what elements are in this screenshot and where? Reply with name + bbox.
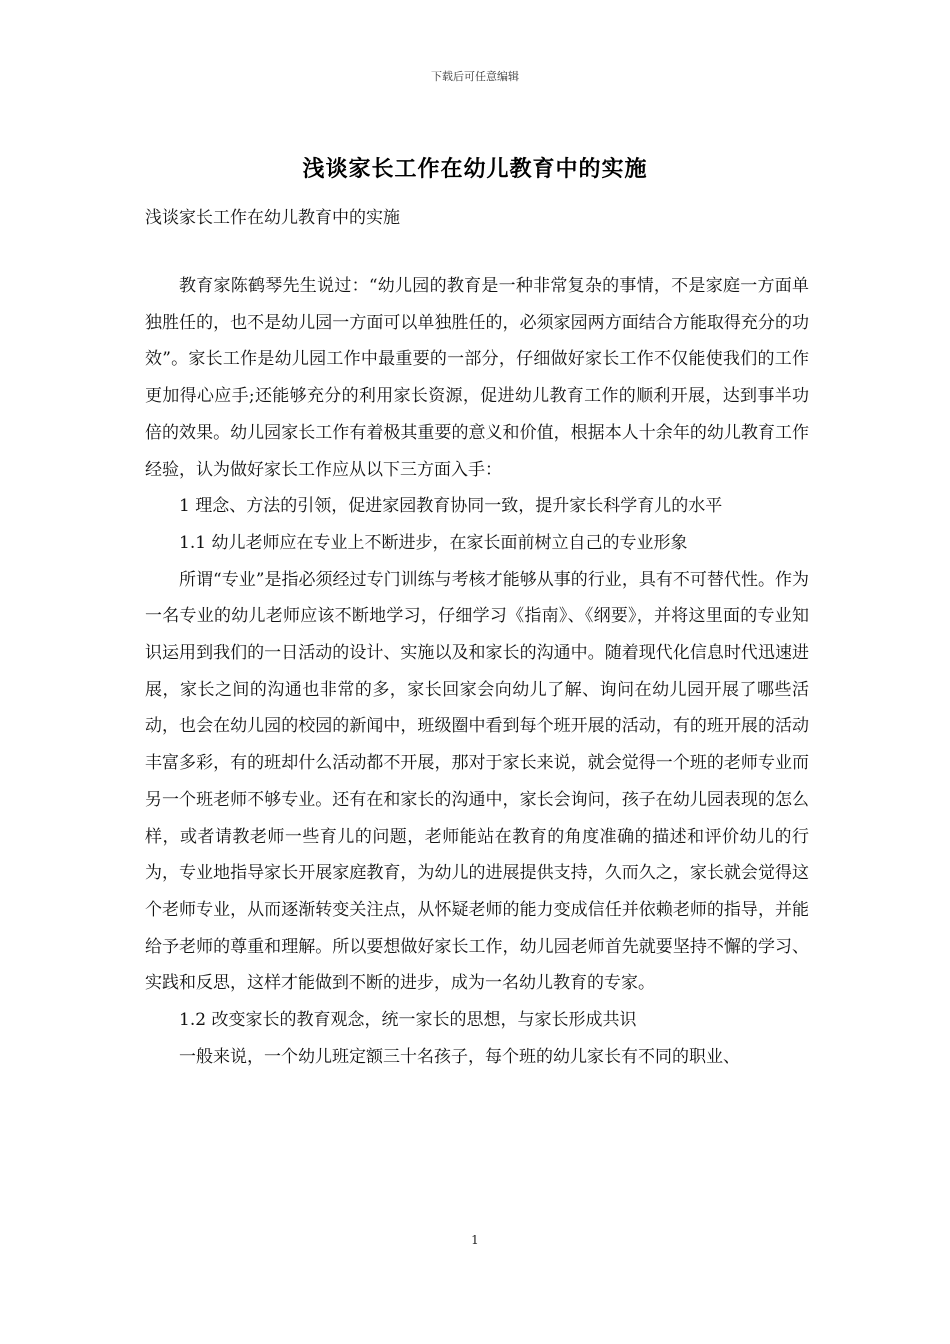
page-header: 下载后可任意编辑	[431, 70, 519, 83]
page-number: 1	[471, 1233, 479, 1247]
body-paragraph: 所谓“专业”是指必须经过专门训练与考核才能够从事的行业，具有不可替代性。作为一名专业的幼儿老师应该不断地学习，仔细学习《指南》、《纲要》，并将这里面的专业知识运用到我们的一日活动的设计、实施以及和家长的沟通中。随着现代化信息时代迅速进展，家长之间的沟通也非常的多，家长回家会向幼儿了解、询问在幼儿园开展了哪些活动，也会在幼儿园的校园的新闻中，班级圈中看到每个班开展的活动，有的班开展的活动丰富多彩，有的班却什么活动都不开展，那对于家长来说，就会觉得一个班的老师专业而另一个班老师不够专业。还有在和家长的沟通中，家长会询问，孩子在幼儿园表现的怎么样，或者请教老师一些育儿的问题，老师能站在教育的角度准确的描述和评价幼儿的行为，专业地指导家长开展家庭教育，为幼儿的进展提供支持，久而久之，家长就会觉得这个老师专业，从而逐渐转变关注点，从怀疑老师的能力变成信任并依赖老师的指导，并能给予老师的尊重和理解。所以要想做好家长工作，幼儿园老师首先就要坚持不懈的学习、实践和反思，这样才能做到不断的进步，成为一名幼儿教育的专家。	[145, 569, 809, 994]
document-body	[145, 268, 809, 1075]
document-subtitle: 浅谈家长工作在幼儿教育中的实施	[145, 208, 400, 228]
section-heading: 1 理念、方法的引领，促进家园教育协同一致，提升家长科学育儿的水平	[179, 496, 723, 517]
body-paragraph: 教育家陈鹤琴先生说过：“幼儿园的教育是一种非常复杂的事情，不是家庭一方面单独胜任的，也不是幼儿园一方面可以单独胜任的，必须家园两方面结合方能取得充分的功效”。家长工作是幼儿园工作中最重要的一部分，仔细做好家长工作不仅能使我们的工作更加得心应手;还能够充分的利用家长资源，促进幼儿教育工作的顺利开展，达到事半功倍的效果。幼儿园家长工作有着极其重要的意义和价值，根据本人十余年的幼儿教育工作经验，认为做好家长工作应从以下三方面入手：	[145, 276, 809, 480]
body-paragraph: 一般来说，一个幼儿班定额三十名孩子，每个班的幼儿家长有不同的职业、	[179, 1046, 740, 1067]
subsection-heading: 1.2 改变家长的教育观念，统一家长的思想，与家长形成共识	[179, 1010, 637, 1031]
subsection-heading: 1.1 幼儿老师应在专业上不断进步，在家长面前树立自己的专业形象	[179, 532, 688, 553]
document-title: 浅谈家长工作在幼儿教育中的实施	[302, 156, 648, 182]
